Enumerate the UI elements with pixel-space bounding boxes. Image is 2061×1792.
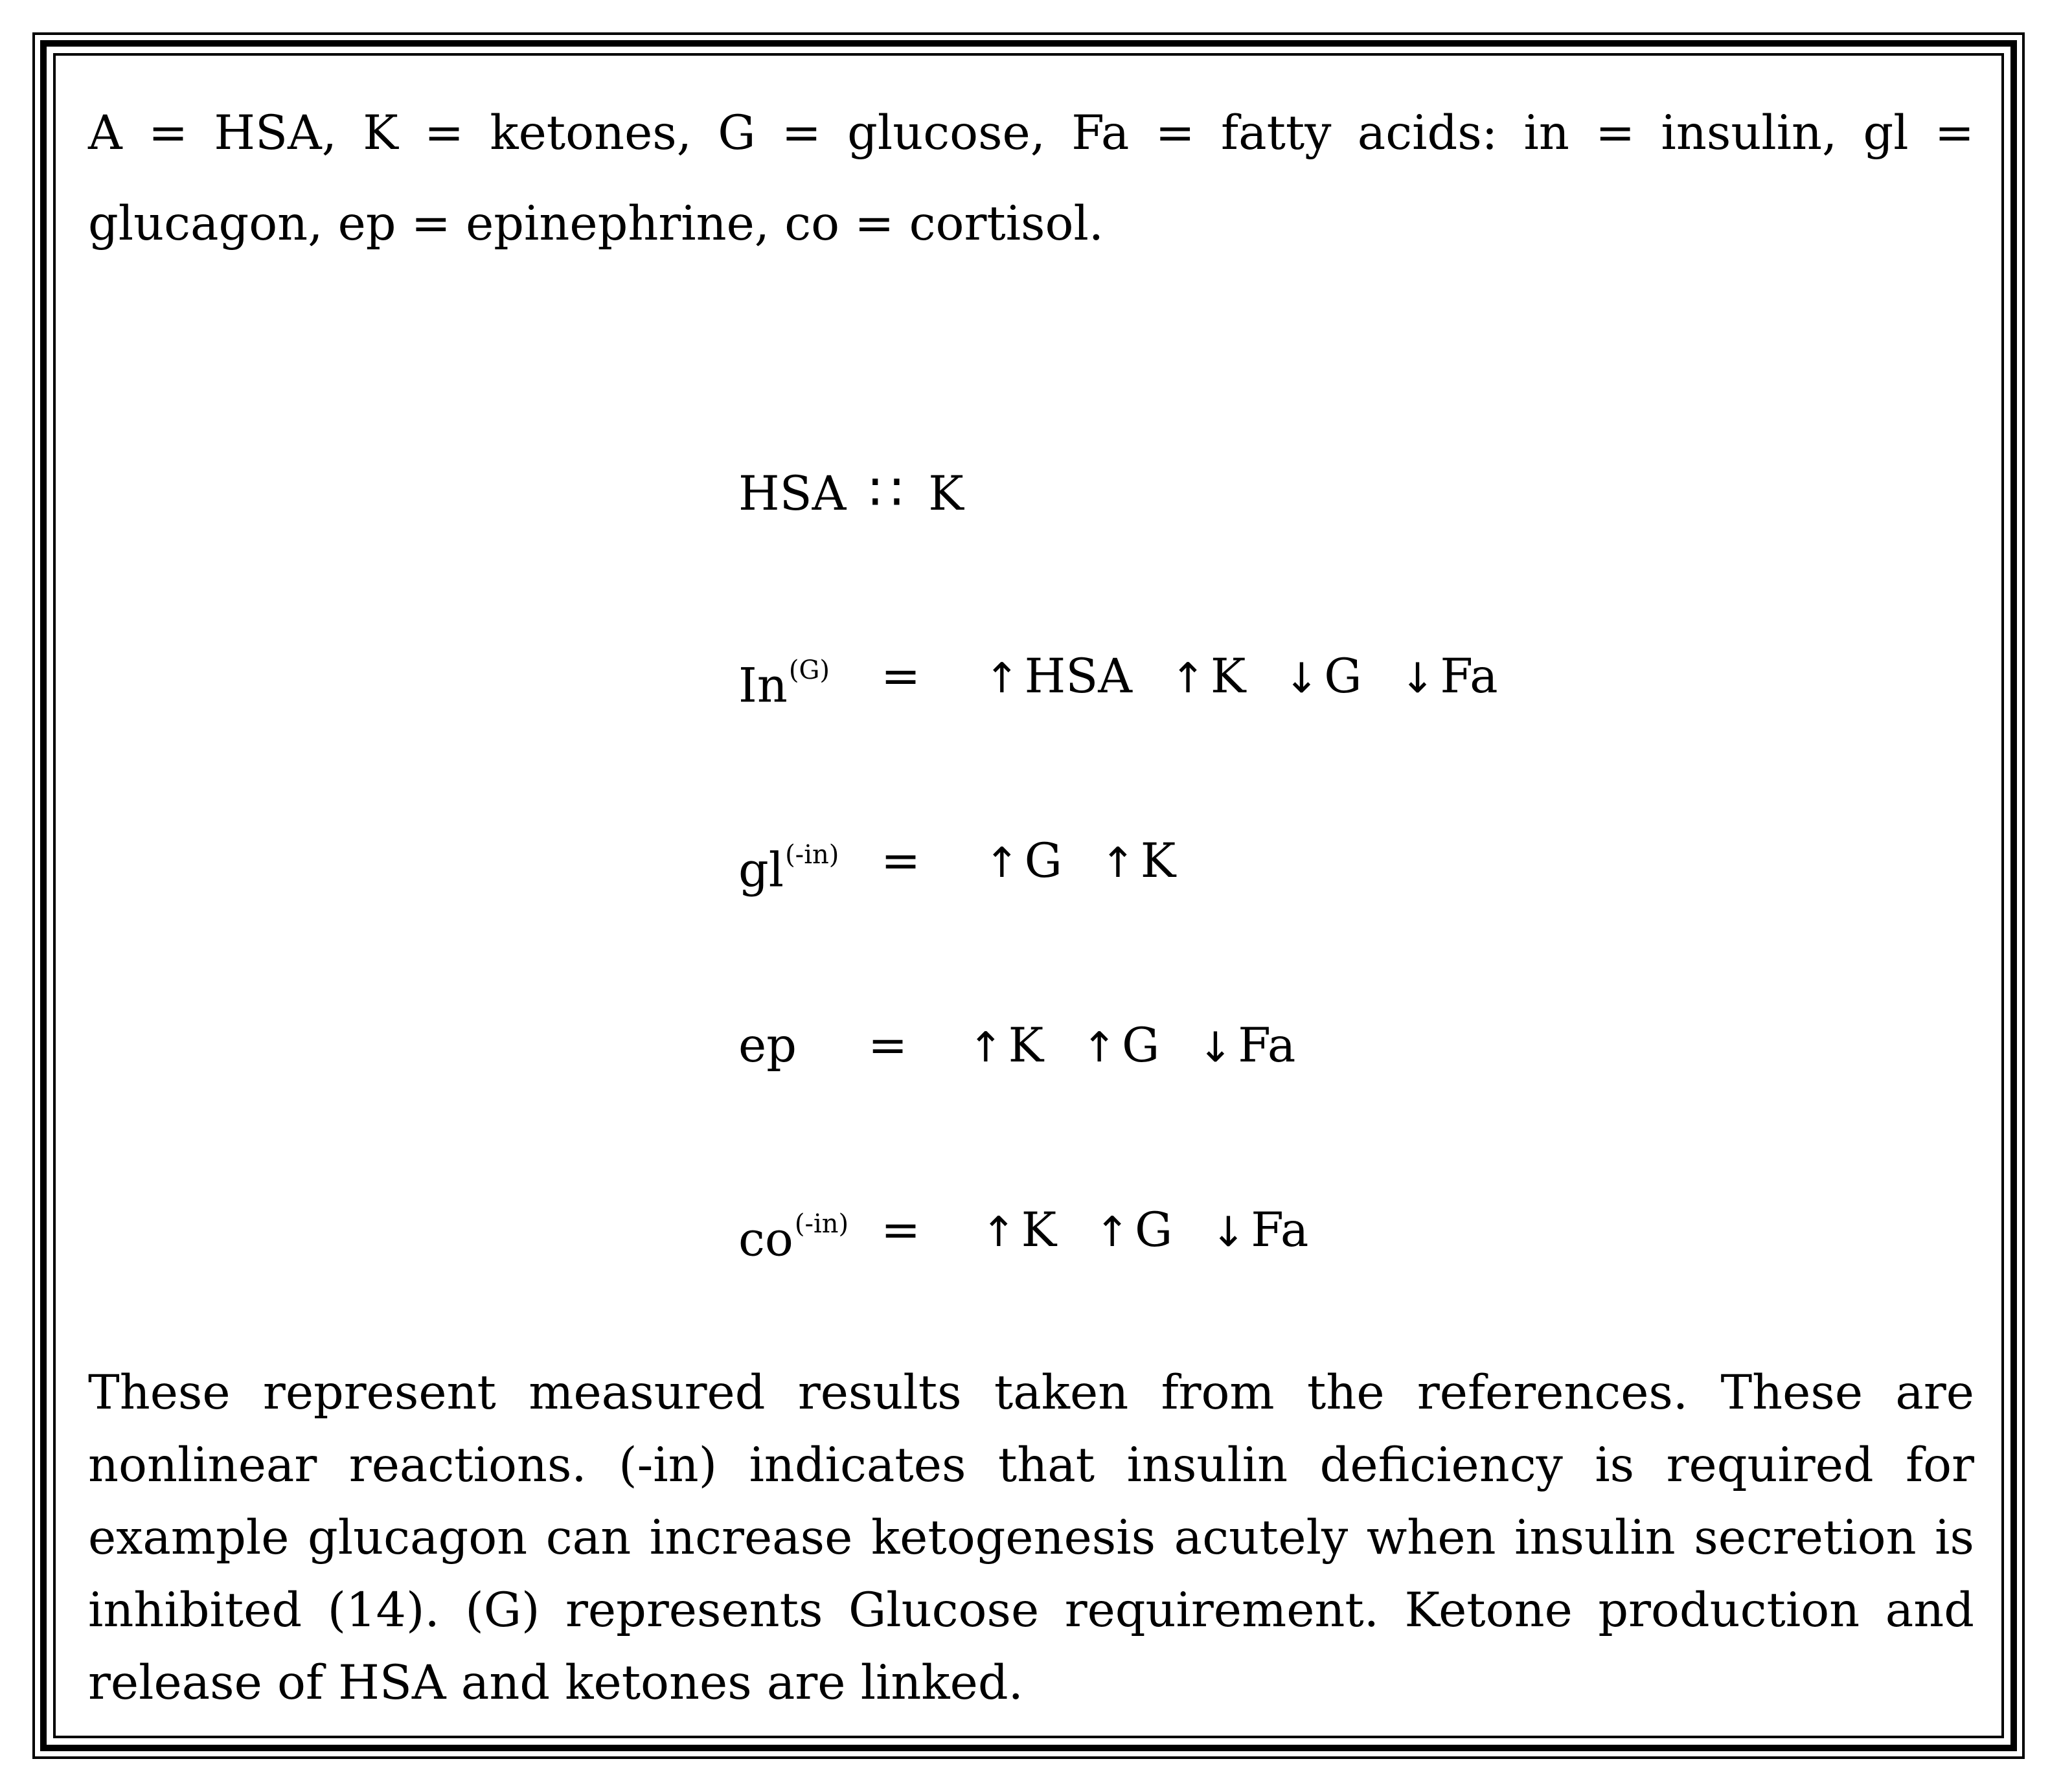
effect-term [1082,1007,1159,1087]
equation-lhs [738,822,839,909]
up-arrow-icon: ↑ [968,1024,1003,1072]
equation-linked [738,453,964,531]
down-arrow-icon: ↓ [1400,655,1435,703]
down-arrow-icon: ↓ [1211,1208,1246,1256]
up-arrow-icon: ↑ [1095,1208,1130,1256]
term-label: G [1024,834,1062,889]
equals-sign: = [868,1018,908,1073]
lhs-condition: (-in) [785,840,839,870]
down-arrow-icon: ↓ [1284,655,1319,703]
equation-rhs [985,638,1521,718]
term-label: G [1122,1018,1160,1073]
proportion-symbol: ∷ [869,462,905,522]
term-label: G [1324,649,1362,704]
effect-term [981,1192,1056,1271]
equals-sign: = [881,649,921,704]
term-label: K [1008,1018,1044,1073]
equation-lhs [738,638,830,725]
effect-term [1095,1192,1172,1271]
linked-right: K [928,466,964,521]
equation-rhs [985,822,1199,902]
equals-sign: = [881,834,921,889]
term-label: Fa [1238,1018,1296,1073]
linked-left: HSA [738,466,847,521]
term-label: K [1210,649,1246,704]
effect-term [1400,638,1498,718]
up-arrow-icon: ↑ [985,839,1019,887]
effect-term [968,1007,1043,1087]
effect-term [1170,638,1246,718]
up-arrow-icon: ↑ [981,1208,1016,1256]
equals-sign: = [881,1203,921,1258]
term-label: K [1140,834,1176,889]
equation-lhs [738,1192,848,1278]
effect-term [985,638,1132,718]
lhs-symbol: gl [738,843,784,898]
up-arrow-icon: ↑ [1082,1024,1117,1072]
lhs-condition: (-in) [794,1209,849,1239]
term-label: Fa [1251,1203,1309,1258]
term-label: K [1021,1203,1057,1258]
effect-term [1211,1192,1309,1271]
equation-lhs [738,1007,797,1085]
up-arrow-icon: ↑ [1170,655,1205,703]
term-label: HSA [1024,649,1133,704]
equation-rhs [968,1007,1319,1087]
down-arrow-icon: ↓ [1198,1024,1233,1072]
effect-term [1284,638,1362,718]
lhs-symbol: ep [738,1018,797,1073]
equation-rhs [981,1192,1332,1271]
up-arrow-icon: ↑ [985,655,1019,703]
effect-term [1198,1007,1296,1087]
lhs-symbol: In [738,658,788,714]
lhs-symbol: co [738,1212,793,1267]
explanation-paragraph: These represent measured results taken from the references. These are nonlinear reactions. (-in) indicates that insulin deficiency is required for example glucagon can increase ketogenesis acutely when insulin secretion is inhibited (14). (G) represents Glucose requirement. Ketone production and release of HSA and ketones are linked. [88,1365,1974,1710]
term-label: G [1135,1203,1173,1258]
term-label: Fa [1440,649,1498,704]
effect-term [985,822,1062,902]
legend-text: A = HSA, K = ketones, G = glucose, Fa = fatty acids: in = insulin, gl = glucagon, ep = epinephrine, co = cortisol. [88,106,1974,251]
lhs-condition: (G) [788,655,830,685]
up-arrow-icon: ↑ [1100,839,1135,887]
effect-term [1100,822,1176,902]
